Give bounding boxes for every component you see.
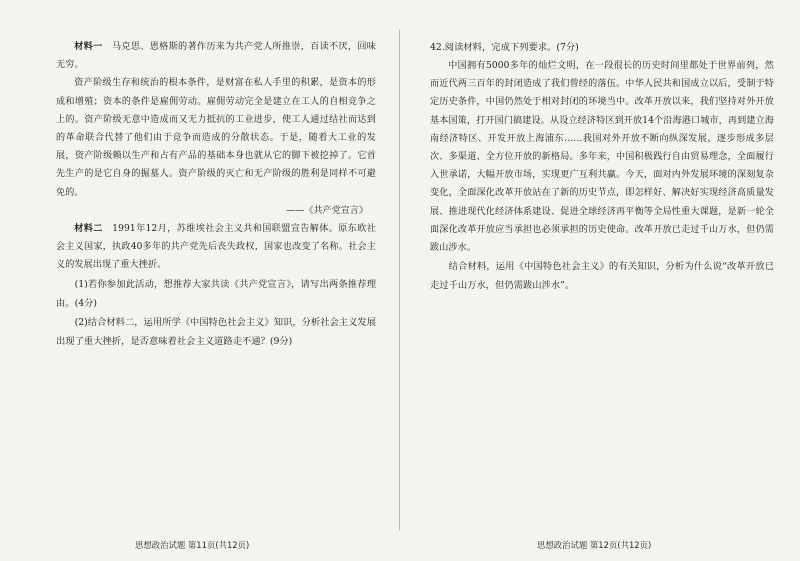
question-42-title: 42.阅读材料，完成下列要求。(7分) [430, 42, 579, 53]
footer-right: 思想政治试题 第12页(共12页) [537, 540, 652, 550]
question-42-prompt: 结合材料，运用《中国特色社会主义》的有关知识，分析为什么说“改革开放已走过千山万水，但仍需跋山涉水”。 [430, 261, 774, 292]
page-divider [399, 30, 400, 530]
material-two-label: 材料二 [74, 223, 103, 235]
question-2: (2)结合材料二，运用所学《中国特色社会主义》知识，分析社会主义发展出现了重大挫折，是否意味着社会主义道路走不通？(9分) [56, 316, 376, 347]
material-one-source: ——《共产党宣言》 [286, 205, 368, 216]
material-one-quote: 资产阶级生存和统治的根本条件，是财富在私人手里的积累，是资本的形成和增殖；资本的条件是雇佣劳动。雇佣劳动完全是建立在工人的自相竞争之上的。资产阶级无意中造成而又无力抵抗的工业进步，使工人通过结社而达到的革命联合代替了他们由于竞争而造成的分散状态。于是，随着大工业的发展，资产阶级赖以生产和占有产品的基础本身也就从它的脚下被挖掉了。它首先生产的是它自身的掘墓人。资产阶级的灭亡和无产阶级的胜利是同样不可避免的。 [56, 78, 376, 198]
material-two-text: 1991年12月，苏维埃社会主义共和国联盟宣告解体。原东欧社会主义国家，执政40多年的共产党先后丧失政权，国家也改变了名称。社会主义的发展出现了重大挫折。 [56, 224, 376, 271]
material-two [56, 220, 376, 275]
material-one-intro-text: 马克思、恩格斯的著作历来为共产党人所推崇，百读不厌，回味无穷。 [56, 42, 376, 71]
material-one-label: 材料一 [74, 41, 103, 52]
question-1: (1)若你参加此活动，想推荐大家共读《共产党宣言》，请写出两条推荐理由。(4分) [56, 278, 376, 309]
left-page [0, 0, 398, 561]
question-42-material: 中国拥有5000多年的灿烂文明，在一段很长的历史时间里都处于世界前列，然而近代两三百年的封闭造成了我们曾经的落伍。中华人民共和国成立以后，受制于特定历史条件，中国仍然处于相对封闭的环境当中。改革开放以来，我们坚持对外开放基本国策，打开国门搞建设。从设立经济特区到开放14个沿海港口城市，再到建立海南经济特区、开发开放上海浦东……我国对外开放不断向纵深发展，逐步形成多层次、多渠道、全方位开放的新格局。多年来，中国积极践行自由贸易理念，全面履行入世承诺，大幅开放市场，实现更广互利共赢。今天，面对内外发展环境的深刻复杂变化，全面深化改革开放站在了新的历史节点，即怎样好、解决好实现经济高质量发展、推进现代化经济体系建设、促进全球经济再平衡等全局性重大课题，是新一轮全面深化改革开放应当承担也必须承担的历史使命。改革开放已走过千山万水，但仍需跋山涉水。 [430, 61, 774, 254]
right-page [402, 0, 800, 561]
footer-left: 思想政治试题 第11页(共12页) [135, 540, 250, 550]
material-one-intro [56, 38, 376, 74]
